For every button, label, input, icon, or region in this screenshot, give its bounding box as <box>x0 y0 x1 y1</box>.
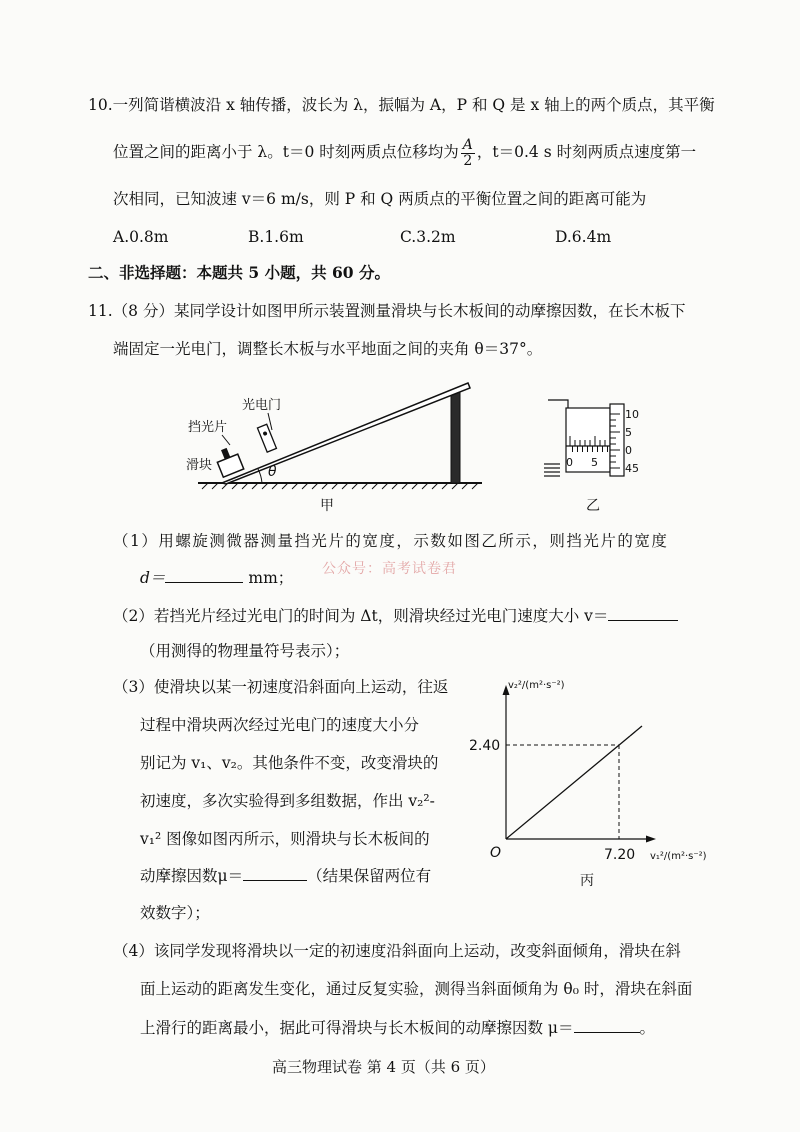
page-footer: 高三物理试卷 第 4 页（共 6 页） <box>272 1058 495 1076</box>
anvil <box>544 464 560 476</box>
figure-yi-micrometer <box>540 398 660 520</box>
slider-block <box>214 445 244 477</box>
q11-part4-line-3 <box>140 1018 655 1038</box>
photogate <box>257 424 276 452</box>
q11-part3-line-6 <box>140 866 431 886</box>
q10-option-c: C.3.2m <box>400 228 456 246</box>
thimble <box>610 404 624 476</box>
figure-bing-graph <box>469 675 730 890</box>
q10-option-b: B.1.6m <box>248 228 304 246</box>
q11-part3-line-3: 别记为 v₁、v₂。其他条件不变，改变滑块的 <box>140 754 439 772</box>
x-axis-label: v₁²/(m²·s⁻²) <box>650 851 707 862</box>
q11-part1-line-2 <box>140 568 293 588</box>
thimble-tick-0: 0 <box>625 444 632 457</box>
sleeve-tick-5: 5 <box>591 456 598 469</box>
figure-jia-caption: 甲 <box>320 498 334 514</box>
fraction-numerator: A <box>462 137 473 153</box>
q10-option-d: D.6.4m <box>555 228 612 246</box>
thimble-tick-5: 5 <box>625 426 632 439</box>
q10-line-2 <box>113 138 696 168</box>
angle-theta-label: θ <box>268 464 277 480</box>
q11-part2-line-1 <box>113 606 678 626</box>
q11-part3-line-5: v₁² 图像如图丙所示，则滑块与长木板间的 <box>140 830 430 848</box>
q11-line-1: 11.（8 分）某同学设计如图甲所示装置测量滑块与长木板间的动摩擦因数，在长木板下 <box>88 302 686 320</box>
thimble-tick-10: 10 <box>625 408 639 421</box>
q11-part3-line-4: 初速度，多次实验得到多组数据，作出 v₂²- <box>140 792 435 810</box>
label-slider: 滑块 <box>186 458 213 473</box>
watermark: 公众号：高考试卷君 <box>322 561 457 577</box>
x-tick-7-20: 7.20 <box>604 847 636 863</box>
q11-part4-text: 上滑行的距离最小，据此可得滑块与长木板间的动摩擦因数 μ＝ <box>140 1019 574 1037</box>
q11-part3-line-1: （3）使滑块以某一初速度沿斜面向上运动，往返 <box>113 678 449 696</box>
origin-label: O <box>490 845 502 861</box>
q11-part2-line-2: （用测得的物理量符号表示）； <box>140 642 350 660</box>
figure-jia-incline <box>180 378 490 518</box>
fraction-a-over-2 <box>461 138 475 168</box>
q11-part3-line-2: 过程中滑块两次经过光电门的速度大小分 <box>140 716 420 734</box>
q11-part4-period: 。 <box>639 1019 656 1037</box>
fraction-denominator: 2 <box>463 152 473 169</box>
q10-line-3: 次相同，已知波速 v＝6 m/s，则 P 和 Q 两质点的平衡位置之间的距离可能为 <box>113 190 647 208</box>
figure-bing-caption: 丙 <box>580 873 594 889</box>
q11-part3-line-7: 效数字）； <box>140 904 210 922</box>
q10-line-2-text-end: ，t＝0.4 s 时刻两质点速度第一 <box>476 143 697 162</box>
shutter-plate <box>221 448 230 460</box>
q11-line-2: 端固定一光电门，调整长木板与水平地面之间的夹角 θ＝37°。 <box>113 340 543 358</box>
q10-option-a: A.0.8m <box>113 228 169 246</box>
mu-equals: 动摩擦因数μ＝ <box>140 867 244 885</box>
y-tick-2-40: 2.40 <box>469 738 501 754</box>
q11-part1-line-1: （1）用螺旋测微器测量挡光片的宽度，示数如图乙所示，则挡光片的宽度 <box>113 532 669 550</box>
answer-blank-mu-4[interactable] <box>574 1018 640 1033</box>
d-equals: d＝ <box>140 569 166 587</box>
data-line <box>506 736 630 839</box>
q10-line-1: 10.一列简谐横波沿 x 轴传播，波长为 λ，振幅为 A，P 和 Q 是 x 轴上的两个质点，其平衡 <box>88 96 715 114</box>
x-axis-arrow <box>646 836 656 843</box>
q11-part3-note: （结果保留两位有 <box>307 867 432 885</box>
data-line-extension <box>630 726 642 736</box>
answer-blank-d[interactable] <box>165 568 243 583</box>
section-2-heading: 二、非选择题：本题共 5 小题，共 60 分。 <box>88 263 390 282</box>
thimble-tick-45: 45 <box>625 462 639 475</box>
y-axis-label: v₂²/(m²·s⁻²) <box>508 680 565 691</box>
answer-blank-mu-3[interactable] <box>243 866 307 881</box>
label-photogate: 光电门 <box>242 398 282 413</box>
sleeve-tick-0: 0 <box>566 456 573 469</box>
q11-part4-line-2: 面上运动的距离发生变化，通过反复实验，测得当斜面倾角为 θ₀ 时，滑块在斜面 <box>140 980 693 998</box>
q10-line-2-text: 位置之间的距离小于 λ。t＝0 时刻两质点位移均为 <box>113 143 459 162</box>
unit-mm: mm； <box>248 569 294 587</box>
q11-part4-line-1: （4）该同学发现将滑块以一定的初速度沿斜面向上运动，改变斜面倾角，滑块在斜 <box>113 942 681 960</box>
q11-part2-text: （2）若挡光片经过光电门的时间为 Δt，则滑块经过光电门速度大小 v＝ <box>113 607 609 625</box>
answer-blank-v[interactable] <box>608 606 678 621</box>
support-post <box>451 390 460 483</box>
label-shutter: 挡光片 <box>188 420 228 435</box>
figure-yi-caption: 乙 <box>586 498 600 514</box>
